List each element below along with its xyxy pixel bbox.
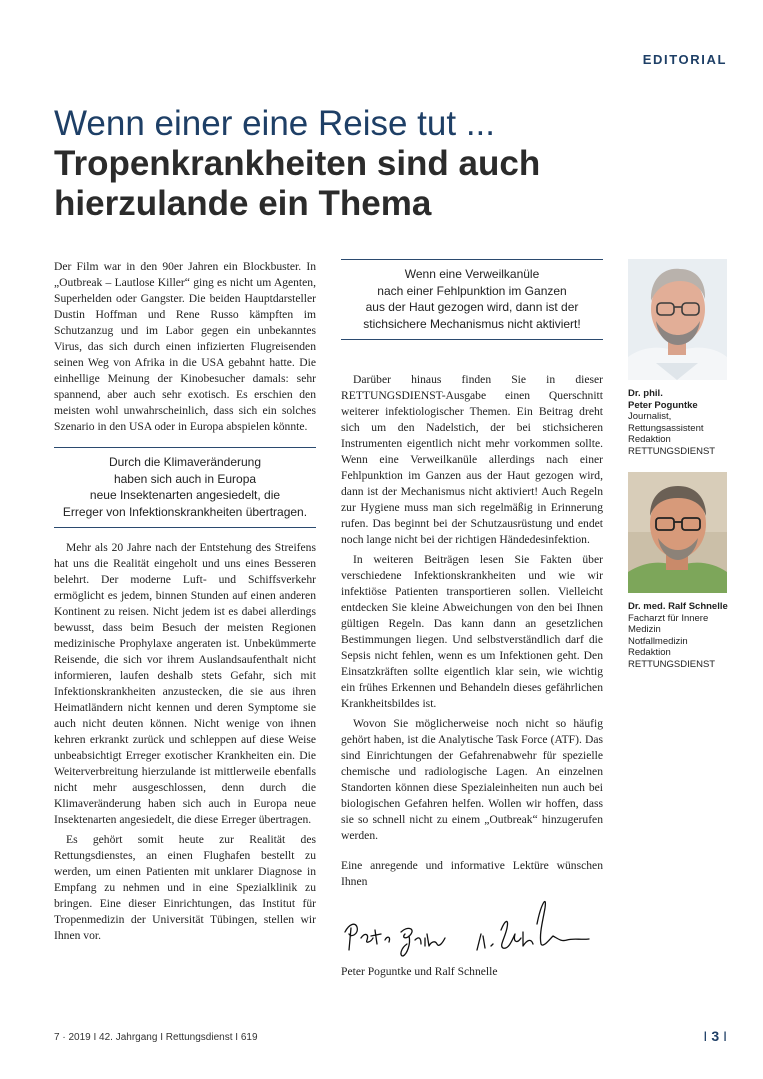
author-photo-poguntke xyxy=(628,259,727,380)
section-label: EDITORIAL xyxy=(642,52,727,67)
signatures xyxy=(341,894,603,964)
footer-page-ref: 619 xyxy=(240,1032,258,1043)
author-name-line: Dr. phil. xyxy=(628,388,663,399)
handwritten-signatures xyxy=(341,894,603,964)
author-role-line: Redaktion xyxy=(628,647,671,658)
pullquote-line: neue Insektenarten angesiedelt, die xyxy=(89,488,281,502)
author-role-line: RETTUNGSDIENST xyxy=(628,658,716,670)
footer-citation xyxy=(54,1032,258,1043)
pullquote-line: Erreger von Infektionskrankheiten übertragen. xyxy=(62,504,308,519)
page-number-value: 3 xyxy=(711,1028,720,1044)
author-role-line: Journalist, xyxy=(628,411,672,422)
pullquote xyxy=(54,447,316,528)
author-role-line: Medizin xyxy=(628,624,661,635)
paragraph: Wovon Sie möglicherweise noch nicht so häufig gehört haben, ist die Analytische Task Force (ATF). Das sind Einrichtungen der Gefahrenabwehr für spezielle chemische und radiologische Lagen. An einzelnen Standorten können diese Spezialeinheiten nun auch bei biologischen Gefahren helfen. Wollen wir hoffen, dass sie so schnell nicht zu einem „Outbreak“ hinzugerufen werden. xyxy=(341,717,603,842)
author-name-line: Peter Poguntke xyxy=(628,399,698,411)
author-role-line: Facharzt für Innere xyxy=(628,612,709,624)
pullquote-line: Durch die Klimaveränderung xyxy=(108,455,262,469)
pullquote-line: aus der Haut gezogen wird, dann ist der xyxy=(365,300,579,314)
author-role-line: RETTUNGSDIENST xyxy=(628,445,716,457)
paragraph: Der Film war in den 90er Jahren ein Blockbuster. In „Outbreak – Lautlose Killer“ ging es nicht um Agenten, Superhelden oder Gangster. Die beiden Hauptdarsteller Dustin Hoffman und Rene Russo kämpften im Schutzanzug und im Labor gegen ein unbekanntes Virus, das sich durch einen infizierten Flugreisenden seinen Weg von Afrika in die USA gebahnt hatte. Die einhellige Meinung der Kinobesucher damals: sehr spannend, aber auch sehr exotisch. Es erschien den meisten wohl unwahrscheinlich, dass sich ein solches Szenario in den USA oder in Europa abspielen könnte. xyxy=(54,260,316,433)
footer-separator: I xyxy=(235,1032,241,1043)
headline-line-1: Wenn einer eine Reise tut ... xyxy=(54,104,495,143)
author-role-line: Redaktion xyxy=(628,434,671,445)
paragraph: Darüber hinaus finden Sie in dieser RETTUNGSDIENST-Ausgabe einen Querschnitt weiterer infektiologischer Themen. Ein Beitrag dreht sich um den Nadelstich, der bei stichsicheren Instrumenten eigentlich nicht mehr vorkommen sollte. Wenn eine Verweilkanüle allerdings nach einer Fehlpunktion im Ganzen aus der Haut gezogen wird, dann ist der Mechanismus nicht aktiviert! Auch Regeln zur Hygiene muss man sich regelmäßig in Erinnerung rufen. Das beginnt bei der Schutzausrüstung und endet noch lange nicht bei der richtigen Händedesinfektion. xyxy=(341,373,603,546)
pullquote-line: haben sich auch in Europa xyxy=(113,471,257,486)
pullquote-line: Wenn eine Verweilkanüle xyxy=(404,267,540,281)
footer-magazine: Rettungsdienst xyxy=(165,1032,233,1043)
author-role-line: Notfallmedizin xyxy=(628,635,688,647)
paragraph: Mehr als 20 Jahre nach der Entstehung des Streifens hat uns die Realität eingeholt und uns eines Besseren belehrt. Der moderne Luft- und Schiffsverkehr ermöglicht es jedem, binnen Stunden auf einen anderen Kontinent zu reisen. Nicht jedem ist es dabei allerdings bewusst, dass beim Besuch der meisten Regionen medizinische Prophylaxe angeraten ist. Unbekümmerte Reisende, die sich vor ihrem Auslandsaufenthalt nicht informieren, laufen deshalb stets Gefahr, sich mit Infektionskrankheiten anzustecken, die sie aus ihren Heimatländern nicht kennen und deren Symptome sie auch nicht deuten können. Nicht wenige von ihnen kehren erkrankt zurück und schleppen auf diese Weise unbeabsichtigt Erreger exotischer Krankheiten ein. Die Weiterverbreitung hierzulande ist mittlerweile ebenfalls nicht mehr ausgeschlossen, denn durch die Klimaveränderung haben sich auch in Europa neue Insektenarten angesiedelt, die diese Erreger übertragen. xyxy=(54,541,316,826)
page-number-bar: I xyxy=(723,1028,727,1044)
footer-issue: 7 · 2019 xyxy=(54,1032,91,1043)
author-name xyxy=(628,388,728,411)
headline xyxy=(54,104,714,224)
footer-separator: I xyxy=(160,1032,166,1043)
author-role-line: Rettungsassistent xyxy=(628,422,704,434)
author-name-line: Dr. med. Ralf Schnelle xyxy=(628,601,728,612)
author-role xyxy=(628,613,728,671)
closing-line: Eine anregende und informative Lektüre wünschen Ihnen xyxy=(341,859,603,888)
column-left xyxy=(54,259,316,948)
headline-line-3: hierzulande ein Thema xyxy=(54,184,432,223)
column-middle xyxy=(341,259,603,984)
page-number xyxy=(703,1028,727,1044)
author-role xyxy=(628,411,728,457)
author-photo-schnelle xyxy=(628,472,727,593)
headline-line-2: Tropenkrankheiten sind auch xyxy=(54,144,541,183)
page-number-bar: I xyxy=(703,1028,708,1044)
pullquote xyxy=(341,259,603,340)
pullquote-line: nach einer Fehlpunktion im Ganzen xyxy=(377,283,567,298)
footer-volume: 42. Jahrgang xyxy=(99,1032,158,1043)
signature-names: Peter Poguntke und Ralf Schnelle xyxy=(341,965,498,978)
paragraph: In weiteren Beiträgen lesen Sie Fakten über verschiedene Infektionskrankheiten und wie wir infektiöse Patienten transportieren sollen. Vielleicht entdecken Sie kleine Abweichungen von den bei Ihnen gültigen Regeln. Das kann dann an gesetzlichen Bestimmungen liegen. Und selbstverständlich darf die Sepsis nicht fehlen, wenn es um Infektionen geht. Den Einsatzkräften sollte eigentlich klar sein, wie wichtig ein frühes Erkennen und Behandeln dieses gefährlichen Krankheitsbildes ist. xyxy=(341,553,603,710)
author-name xyxy=(628,601,728,613)
author-sidebar xyxy=(628,259,728,670)
pullquote-line: stichsichere Mechanismus nicht aktiviert! xyxy=(363,316,581,331)
paragraph: Es gehört somit heute zur Realität des Rettungsdienstes, an einen Flughafen bestellt zu werden, um einen Patienten mit unklarer Diagnose in Empfang zu nehmen und in eine Spezialklinik zu bringen. Eine dieser Einrichtungen, das Institut für Tropenmedizin der Universität Tübingen, stellen wir Ihnen vor. xyxy=(54,833,316,942)
footer-separator: I xyxy=(93,1032,100,1043)
